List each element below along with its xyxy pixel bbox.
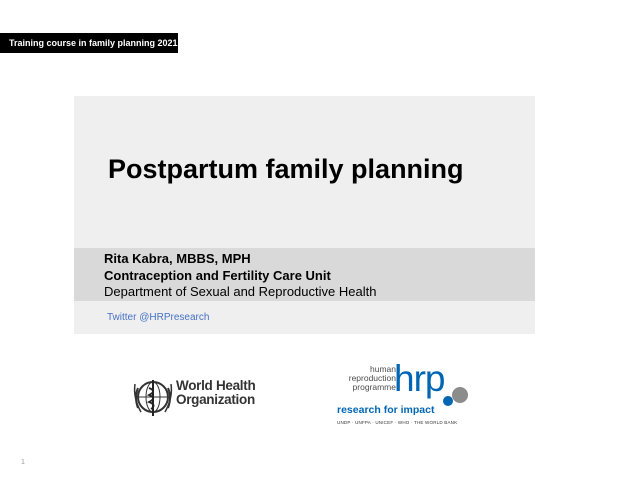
author-panel (74, 248, 535, 301)
who-wordmark (176, 379, 255, 407)
slide-title: Postpartum family planning (108, 154, 464, 184)
who-logo (132, 374, 262, 418)
twitter-panel (74, 301, 535, 334)
author-name: Rita Kabra, MBBS, MPH (104, 251, 251, 266)
who-line-2: Organization (176, 392, 255, 407)
hrp-line-3: programme (352, 382, 396, 392)
title-panel (74, 96, 535, 248)
hrp-line-1: human (370, 364, 396, 374)
hrp-dots-icon (438, 383, 472, 409)
hrp-tagline: research for impact (337, 404, 435, 416)
department-name: Department of Sexual and Reproductive Health (104, 284, 377, 299)
who-emblem-icon (132, 376, 174, 418)
hrp-logo (332, 358, 472, 432)
hrp-wordmark: hrp (394, 358, 445, 399)
hrp-partners: UNDP · UNFPA · UNICEF · WHO · THE WORLD BANK (337, 420, 458, 425)
page-number: 1 (21, 459, 25, 466)
unit-name: Contraception and Fertility Care Unit (104, 268, 331, 283)
hrp-line-2: reproduction (348, 373, 396, 383)
course-tag: Training course in family planning 2021 (0, 33, 178, 53)
twitter-handle: Twitter @HRPresearch (107, 312, 210, 323)
who-line-1: World Health (176, 378, 256, 393)
